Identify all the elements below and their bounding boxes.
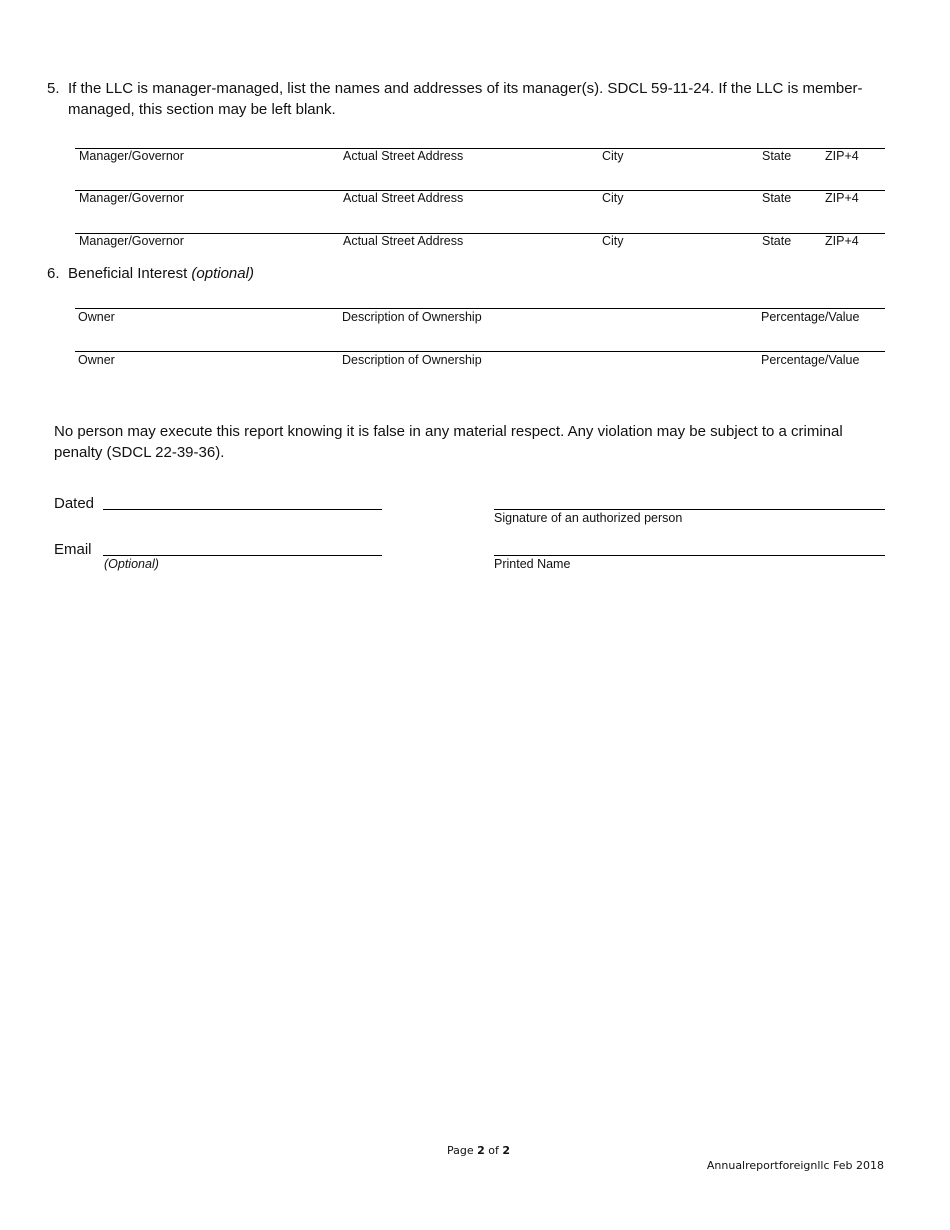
email-optional-note: (Optional) xyxy=(104,557,159,571)
email-field[interactable] xyxy=(103,555,382,556)
manager-2-address-label: Actual Street Address xyxy=(343,191,464,205)
manager-1-name-label: Manager/Governor xyxy=(79,149,184,163)
section-5-instructions-line-1: If the LLC is manager-managed, list the names and addresses of its manager(s). SDCL 59-11-24. If the LLC is member- xyxy=(68,80,863,97)
owner-2-value-label: Percentage/Value xyxy=(761,353,860,367)
manager-1-address-label: Actual Street Address xyxy=(343,149,464,163)
manager-2-state-label: State xyxy=(762,191,792,205)
manager-2-name-label: Manager/Governor xyxy=(79,191,184,205)
printed-name-label: Printed Name xyxy=(494,557,571,571)
signature-field[interactable] xyxy=(494,509,885,510)
owner-1-description-label: Description of Ownership xyxy=(342,310,482,324)
owner-2-description-label: Description of Ownership xyxy=(342,353,482,367)
manager-2-zip-label: ZIP+4 xyxy=(825,191,859,205)
manager-3-city-label: City xyxy=(602,234,624,248)
section-5-number: 5. xyxy=(47,80,60,97)
section-6-heading xyxy=(68,263,254,284)
manager-3-address-label: Actual Street Address xyxy=(343,234,464,248)
manager-1-zip-label: ZIP+4 xyxy=(825,149,859,163)
owner-2-entry-line[interactable] xyxy=(75,351,885,352)
signature-label: Signature of an authorized person xyxy=(494,511,683,525)
section-6-optional-note: (optional) xyxy=(191,265,254,282)
owner-1-value-label: Percentage/Value xyxy=(761,310,860,324)
manager-3-state-label: State xyxy=(762,234,792,248)
manager-3-zip-label: ZIP+4 xyxy=(825,234,859,248)
manager-3-name-label: Manager/Governor xyxy=(79,234,184,248)
page-total: 2 xyxy=(502,1144,511,1157)
manager-2-city-label: City xyxy=(602,191,624,205)
page-current: 2 xyxy=(477,1144,485,1157)
section-6-number: 6. xyxy=(47,265,60,282)
penalty-notice-line-2: penalty (SDCL 22-39-36). xyxy=(54,444,225,461)
manager-1-state-label: State xyxy=(762,149,792,163)
dated-field[interactable] xyxy=(103,509,382,510)
page-number xyxy=(447,1144,510,1157)
owner-1-label: Owner xyxy=(78,310,115,324)
dated-label: Dated xyxy=(54,495,95,512)
section-6-title: Beneficial Interest xyxy=(68,265,188,282)
page-prefix: Page xyxy=(447,1144,478,1157)
page-of: of xyxy=(484,1144,503,1157)
owner-2-label: Owner xyxy=(78,353,115,367)
owner-1-entry-line[interactable] xyxy=(75,308,885,309)
penalty-notice-line-1: No person may execute this report knowing it is false in any material respect. Any violation may be subject to a criminal xyxy=(54,423,843,440)
form-identifier: Annualreportforeignllc Feb 2018 xyxy=(706,1159,884,1172)
printed-name-field[interactable] xyxy=(494,555,885,556)
email-label: Email xyxy=(54,541,92,558)
section-5-instructions-line-2: managed, this section may be left blank. xyxy=(68,101,336,118)
manager-1-city-label: City xyxy=(602,149,624,163)
